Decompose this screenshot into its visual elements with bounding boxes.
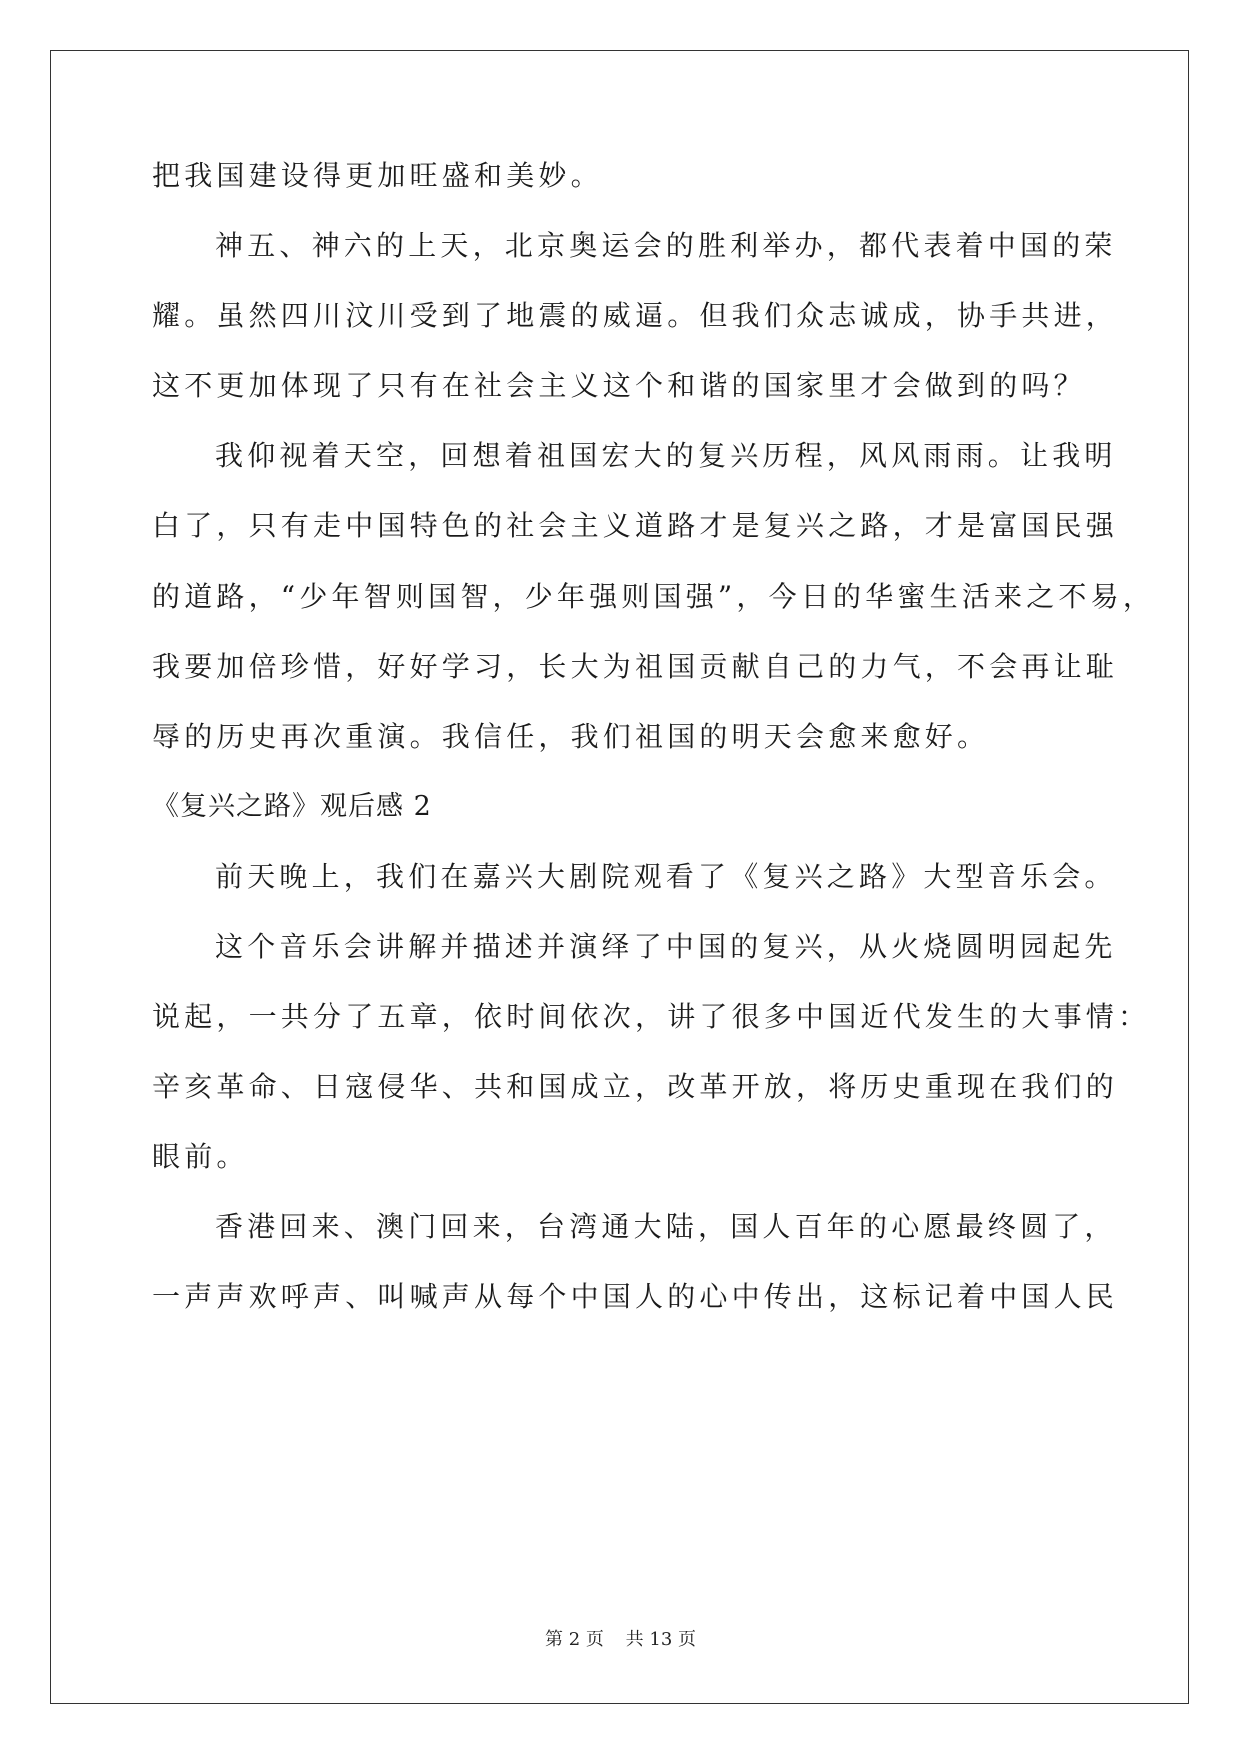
page-total: 共 13 页 bbox=[625, 1629, 696, 1650]
text-line: 眼前。 bbox=[152, 1140, 249, 1173]
page-number: 第 2 页 bbox=[545, 1629, 604, 1650]
text-line: 辱的历史再次重演。我信任，我们祖国的明天会愈来愈好。 bbox=[152, 720, 990, 753]
text-line: 这不更加体现了只有在社会主义这个和谐的国家里才会做到的吗？ bbox=[152, 369, 1086, 402]
page-footer bbox=[0, 1625, 1241, 1651]
text-line: 的道路，“少年智则国智，少年强则国强”，今日的华蜜生活来之不易， bbox=[152, 580, 1156, 613]
text-line: 一声声欢呼声、叫喊声从每个中国人的心中传出，这标记着中国人民 bbox=[152, 1280, 1119, 1313]
text-line: 说起，一共分了五章，依时间依次，讲了很多中国近代发生的大事情： bbox=[152, 1000, 1151, 1033]
text-line: 前天晚上，我们在嘉兴大剧院观看了《复兴之路》大型音乐会。 bbox=[215, 860, 1117, 893]
text-line: 耀。虽然四川汶川受到了地震的威逼。但我们众志诚成，协手共进， bbox=[152, 299, 1119, 332]
text-line: 把我国建设得更加旺盛和美妙。 bbox=[152, 159, 603, 192]
text-line: 香港回来、澳门回来，台湾通大陆，国人百年的心愿最终圆了， bbox=[215, 1210, 1117, 1243]
text-line: 辛亥革命、日寇侵华、共和国成立，改革开放，将历史重现在我们的 bbox=[152, 1070, 1119, 1103]
text-line: 神五、神六的上天，北京奥运会的胜利举办，都代表着中国的荣 bbox=[215, 229, 1117, 262]
section-heading: 《复兴之路》观后感 2 bbox=[152, 791, 432, 822]
text-line: 这个音乐会讲解并描述并演绎了中国的复兴，从火烧圆明园起先 bbox=[215, 930, 1117, 963]
text-line: 我要加倍珍惜，好好学习，长大为祖国贡献自己的力气，不会再让耻 bbox=[152, 650, 1119, 683]
text-line: 我仰视着天空，回想着祖国宏大的复兴历程，风风雨雨。让我明 bbox=[215, 439, 1117, 472]
text-line: 白了，只有走中国特色的社会主义道路才是复兴之路，才是富国民强 bbox=[152, 509, 1119, 542]
